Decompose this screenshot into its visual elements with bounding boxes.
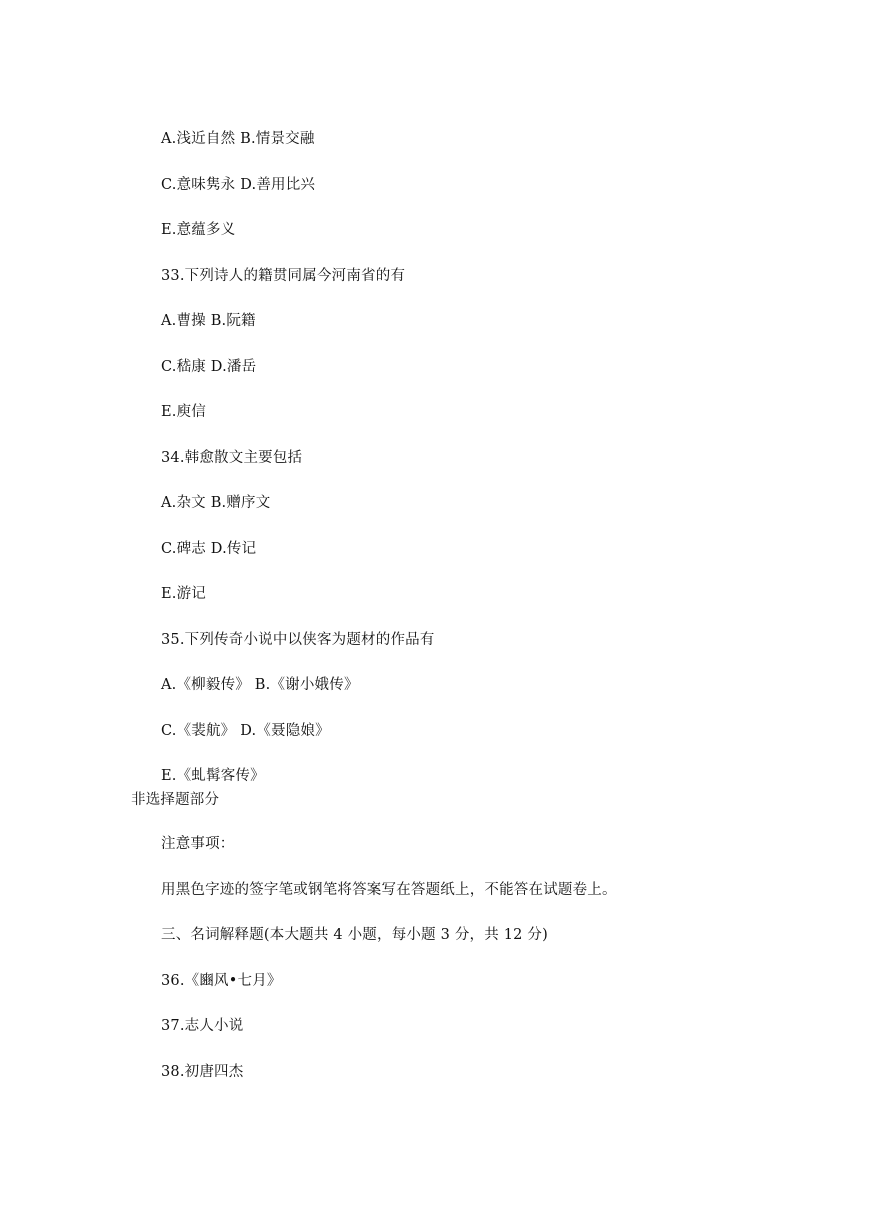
q33-question: 33.下列诗人的籍贯同属今河南省的有 (161, 268, 406, 284)
q35-options-cd: C.《裴航》 D.《聂隐娘》 (161, 723, 330, 739)
notice-heading: 注意事项： (161, 836, 235, 852)
q32-options-cd: C.意味隽永 D.善用比兴 (161, 177, 316, 193)
q37-question: 37.志人小说 (161, 1018, 244, 1034)
q32-options-ab: A.浅近自然 B.情景交融 (161, 131, 315, 147)
section-heading-non-choice: 非选择题部分 (131, 792, 220, 808)
q33-options-ab: A.曹操 B.阮籍 (161, 313, 256, 329)
q36-question: 36.《豳风•七月》 (161, 973, 282, 989)
q38-question: 38.初唐四杰 (161, 1064, 244, 1080)
q35-option-e: E.《虬髯客传》 (161, 768, 265, 784)
q33-option-e: E.庾信 (161, 404, 206, 420)
q34-question: 34.韩愈散文主要包括 (161, 450, 303, 466)
q35-question: 35.下列传奇小说中以侠客为题材的作品有 (161, 632, 435, 648)
q32-option-e: E.意蕴多义 (161, 222, 236, 238)
section-three-heading: 三、名词解释题(本大题共 4 小题，每小题 3 分，共 12 分) (161, 927, 548, 943)
q34-option-e: E.游记 (161, 586, 206, 602)
q33-options-cd: C.嵇康 D.潘岳 (161, 359, 257, 375)
notice-text: 用黑色字迹的签字笔或钢笔将答案写在答题纸上，不能答在试题卷上。 (161, 882, 617, 898)
q34-options-cd: C.碑志 D.传记 (161, 541, 257, 557)
q34-options-ab: A.杂文 B.赠序文 (161, 495, 271, 511)
q35-options-ab: A.《柳毅传》 B.《谢小娥传》 (161, 677, 359, 693)
